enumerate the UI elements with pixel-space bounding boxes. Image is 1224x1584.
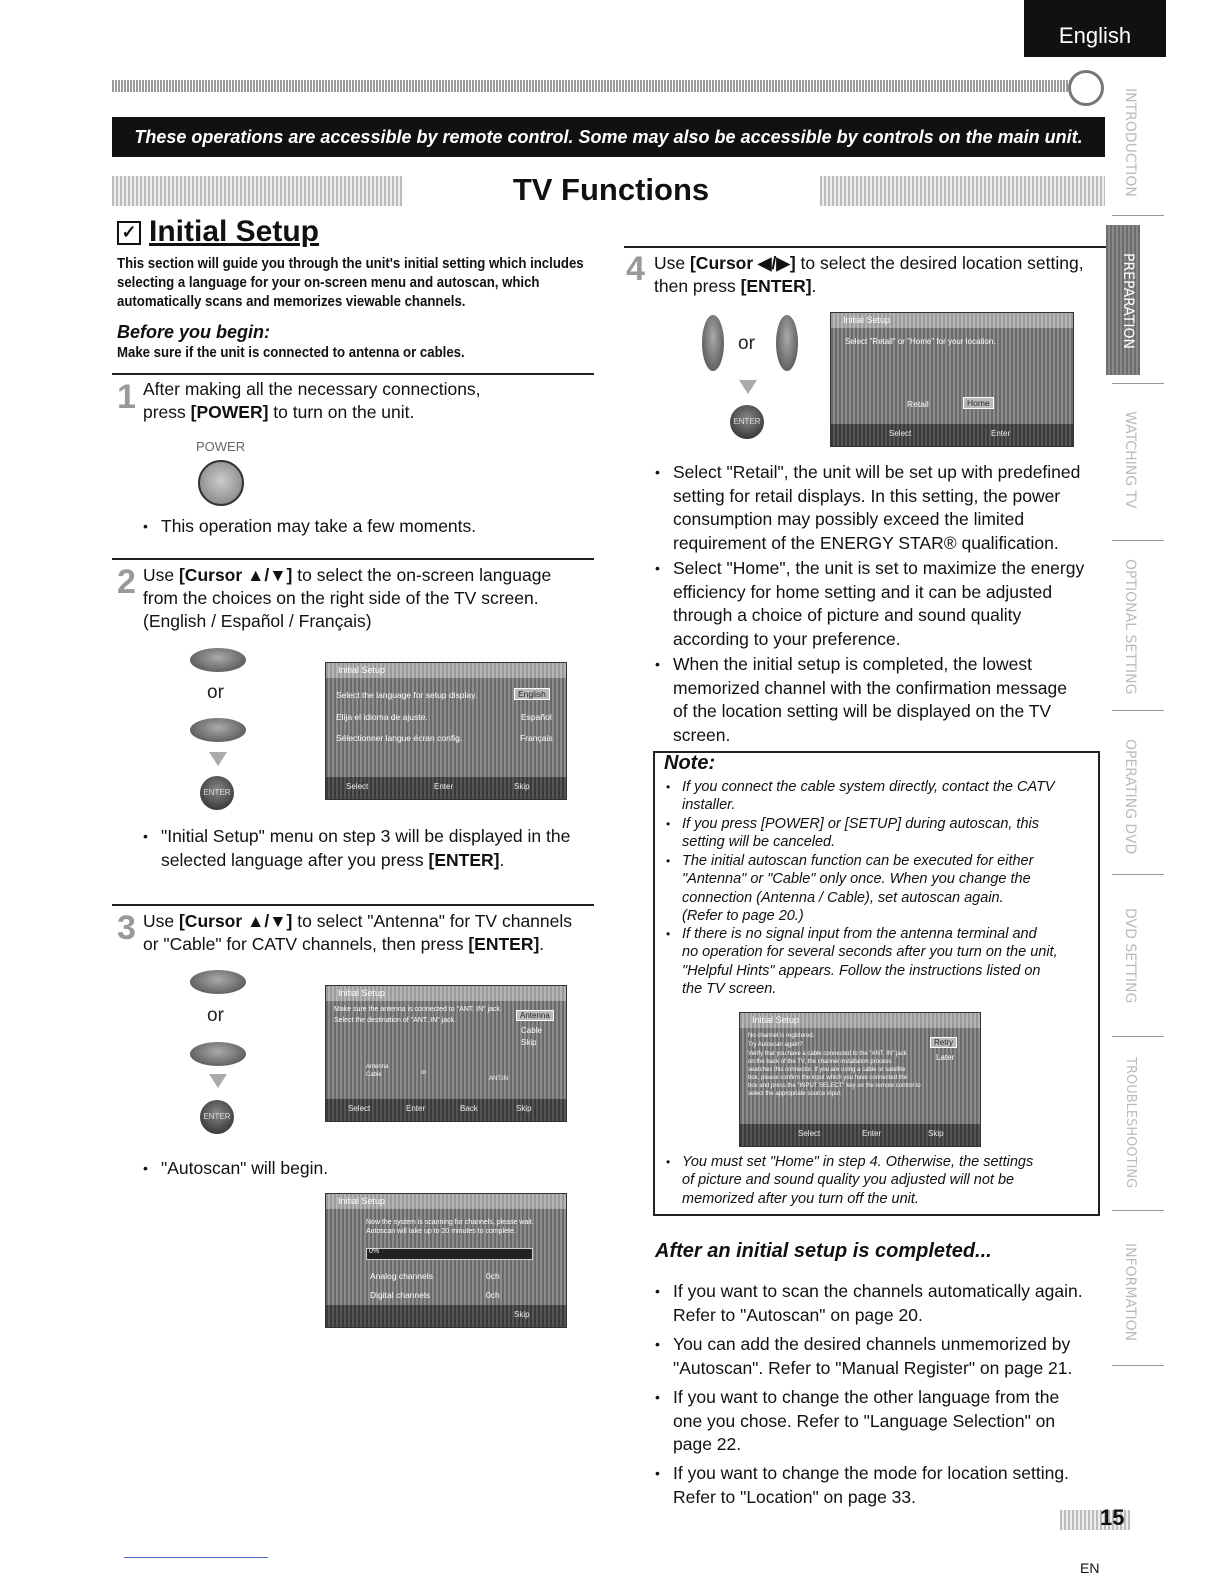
screen-footer [831,424,1073,446]
section-title [117,215,319,249]
footer-rule [124,1557,268,1558]
step3-rule [112,904,594,906]
option-francais: Français [520,733,553,743]
screen-row: box and press the "INPUT SELECT" key on the remote control to [748,1083,921,1089]
section-title-text: Initial Setup [149,215,320,248]
step1-number: 1 [117,378,136,416]
sidebar-tab-watching-tv[interactable]: WATCHING TV [1122,411,1138,509]
screen-row: No channel is registered. [748,1033,815,1039]
after-bullet: • If you want to scan the channels automatically again. Refer to "Autoscan" on page 20. [655,1280,1123,1327]
step1-line1: After making all the necessary connections, [143,379,481,399]
step2-text [143,564,593,633]
screen-title: Initial Setup [326,663,566,678]
foot-enter: Enter [991,429,1011,438]
screen-row: on the back of the TV, the channel installation process [748,1059,892,1065]
step4-line2: then press [ENTER]. [654,276,817,296]
foot-skip: Skip [514,1310,530,1319]
step2-line2: from the choices on the right side of the TV screen. [143,588,539,608]
screen-row: box, please confirm the input which you have connected the [748,1075,908,1081]
diagram-ant-in: ANT.IN [489,1076,509,1082]
after-bullet: • If you want to change the mode for location setting. Refer to "Location" on page 33. [655,1462,1123,1509]
note-item: • If you press [POWER] or [SETUP] during autoscan, this setting will be canceled. [666,815,1107,852]
location-screen [830,312,1074,447]
note-item: • If there is no signal input from the antenna terminal and no operation for several seconds after you turn on the unit, "Helpful Hints" appears. Follow the instructions listed on the TV screen. [666,925,1107,998]
power-button-icon [198,460,244,506]
step1-rule [112,373,594,375]
step2-rule [112,558,594,560]
digital-channels-count: 0ch [486,1290,500,1300]
power-label: POWER [196,439,246,454]
foot-skip: Skip [928,1129,944,1138]
step2-line3: (English / Español / Français) [143,611,372,631]
step2-line1: Use [Cursor ▲/▼] to select the on-screen language [143,565,552,585]
foot-select: Select [346,782,369,791]
completed-bullet: • When the initial setup is completed, the lowest memorized channel with the confirmation message of the location setting will be displayed on the TV screen. [655,653,1123,747]
foot-enter: Enter [862,1129,882,1138]
option-later: Later [936,1053,955,1062]
cursor-up-icon [190,648,246,672]
foot-skip: Skip [514,782,530,791]
step2-bullet: • "Initial Setup" menu on step 3 will be displayed in the selected language after you press [ENTER]. [143,825,611,872]
foot-select: Select [798,1129,821,1138]
sidebar-divider [1112,383,1164,384]
option-retail: Retail [907,399,929,409]
diagram-antenna: Antenna [366,1064,389,1070]
foot-skip: Skip [516,1104,532,1113]
step3-line2: or "Cable" for CATV channels, then press [ENTER]. [143,934,545,954]
sidebar-divider [1112,710,1164,711]
chapter-title: TV Functions [402,170,820,210]
option-antenna: Antenna [516,1010,554,1021]
section-intro: This section will guide you through the unit's initial setting which includes selecting a language for your on-screen menu and autoscan, which automatically scans and memorizes viewable channels. [117,255,584,310]
step4-line1: Use [Cursor ◀/▶] to select the desired location setting, [654,253,1084,273]
option-espanol: Español [521,712,552,722]
language-tab: English [1024,0,1166,57]
autoscan-screen [325,1193,567,1328]
option-retry: Retry [930,1037,957,1048]
step3-text [143,910,593,956]
step1-text [143,378,593,424]
screen-row: Sélectionner langue écran config. [336,733,463,743]
title-band-right [820,176,1105,206]
screen-footer [326,1305,566,1327]
helpful-hints-screen [739,1012,981,1147]
page-language-suffix: EN [1080,1560,1100,1576]
step3-number: 3 [117,909,136,947]
screen-row: searches this connector. If you are using a cable or satellite [748,1067,906,1073]
foot-select: Select [889,429,912,438]
screen-row: Elija el idioma de ajuste. [336,712,428,722]
retail-bullet: • Select "Retail", the unit will be set up with predefined setting for retail displays. In this setting, the power consumption may possibly exceed the limited requirement of the ENERGY STAR® qualification. [655,461,1123,555]
antenna-screen [325,985,567,1122]
language-screen [325,662,567,800]
screen-title: Initial Setup [326,1194,566,1209]
screen-row: Try Autoscan again? [748,1042,803,1048]
before-heading: Before you begin: [117,322,271,342]
sidebar-tab-operating-dvd[interactable]: OPERATING DVD [1122,739,1138,855]
note-heading: Note: [664,752,716,774]
arrow-down-icon [209,1074,227,1088]
screen-footer [326,1099,566,1121]
header-dotted-rule [112,80,1072,92]
cursor-up-icon [190,970,246,994]
screen-title: Initial Setup [831,313,1073,328]
sidebar-tab-information[interactable]: INFORMATION [1122,1242,1138,1342]
foot-back: Back [460,1104,478,1113]
sidebar-divider [1112,540,1164,541]
sidebar-tab-optional-setting[interactable]: OPTIONAL SETTING [1122,559,1138,695]
screen-row: select the appropriate source input. [748,1091,842,1097]
screen-footer [326,777,566,799]
after-setup-heading: After an initial setup is completed... [655,1240,992,1262]
step3-bullet: • "Autoscan" will begin. [143,1157,601,1181]
screen-row: Verify that you have a cable connected to the "ANT. IN" jack [748,1051,907,1057]
sidebar-tab-dvd-setting[interactable]: DVD SETTING [1122,908,1138,1004]
arrow-down-icon [739,380,757,394]
arrow-down-icon [209,752,227,766]
foot-enter: Enter [406,1104,426,1113]
step1-bullet: • This operation may take a few moments. [143,515,601,539]
screen-row: Select the destination of "ANT. IN" jack. [334,1017,457,1024]
screen-footer [740,1124,980,1146]
after-bullet: • If you want to change the other language from the one you chose. Refer to "Language Selection" on page 22. [655,1386,1123,1457]
note-item: • The initial autoscan function can be executed for either "Antenna" or "Cable" only once. When you change the connection (Antenna / Cable), set autoscan again. (Refer to page 20.) [666,852,1107,925]
diagram-cable: Cable [366,1072,382,1078]
diagram-or: or [421,1070,427,1076]
cursor-right-icon [776,315,798,371]
analog-channels-count: 0ch [486,1271,500,1281]
option-skip: Skip [521,1038,537,1047]
note-item-last: • You must set "Home" in step 4. Otherwise, the settings of picture and sound quality you adjusted will not be memorized after you turn off the unit. [666,1153,1107,1208]
step4-rule [624,246,1106,248]
screen-row: Make sure the antenna is connected to "ANT. IN" jack. [334,1006,502,1013]
sidebar-divider [1112,874,1164,875]
step1-line2: press [POWER] to turn on the unit. [143,402,415,422]
enter-button-icon: ENTER [200,1100,234,1134]
remote-control-banner: These operations are accessible by remote control. Some may also be accessible by controls on the main unit. [112,117,1105,157]
note-item: • If you connect the cable system directly, contact the CATV installer. [666,778,1107,815]
screen-title: Initial Setup [326,986,566,1001]
sidebar-tab-troubleshooting[interactable]: TROUBLESHOOTING [1123,1057,1138,1189]
title-band-left [112,176,402,206]
sidebar-divider [1112,215,1164,216]
cursor-left-icon [702,315,724,371]
option-home: Home [963,397,994,409]
screen-row: Select "Retail" or "Home" for your location. [845,337,996,346]
page-number: 15 [1100,1505,1125,1530]
option-cable: Cable [521,1026,542,1035]
enter-button-icon: ENTER [200,776,234,810]
before-text: Make sure if the unit is connected to antenna or cables. [117,344,465,361]
cursor-down-icon [190,718,246,742]
screen-title: Initial Setup [740,1013,980,1028]
after-bullet: • You can add the desired channels unmemorized by "Autoscan". Refer to "Manual Register" on page 21. [655,1333,1123,1380]
home-bullet: • Select "Home", the unit is set to maximize the energy efficiency for home setting and it can be adjusted through a choice of picture and sound quality according to your preference. [655,557,1123,651]
digital-channels-label: Digital channels [370,1290,431,1300]
progress-value: 0% [369,1248,380,1255]
sidebar-tab-preparation[interactable]: PREPARATION [1120,253,1136,349]
foot-select: Select [348,1104,371,1113]
step2-number: 2 [117,563,136,601]
header-ring-ornament [1068,70,1104,106]
step4-number: 4 [626,250,645,288]
enter-button-icon: ENTER [730,405,764,439]
sidebar-divider [1112,1365,1164,1366]
step2-or: or [207,682,224,703]
screen-row: Autoscan will take up to 20 minutes to complete. [366,1228,516,1235]
autoscan-progress-bar [366,1248,533,1260]
sidebar-divider [1112,1210,1164,1211]
analog-channels-label: Analog channels [370,1271,433,1281]
checkbox-icon: ✓ [117,221,141,245]
screen-row: Now the system is scanning for channels, please wait. [366,1219,534,1226]
step4-text [654,252,1114,298]
cursor-down-icon [190,1042,246,1066]
screen-row: Select the language for setup display. [336,690,478,700]
step3-line1: Use [Cursor ▲/▼] to select "Antenna" for TV channels [143,911,573,931]
step3-or: or [207,1005,224,1026]
option-english: English [514,688,550,700]
step4-or: or [738,333,755,354]
sidebar-divider [1112,1036,1164,1037]
sidebar-tab-introduction[interactable]: INTRODUCTION [1122,87,1138,197]
foot-enter: Enter [434,782,454,791]
